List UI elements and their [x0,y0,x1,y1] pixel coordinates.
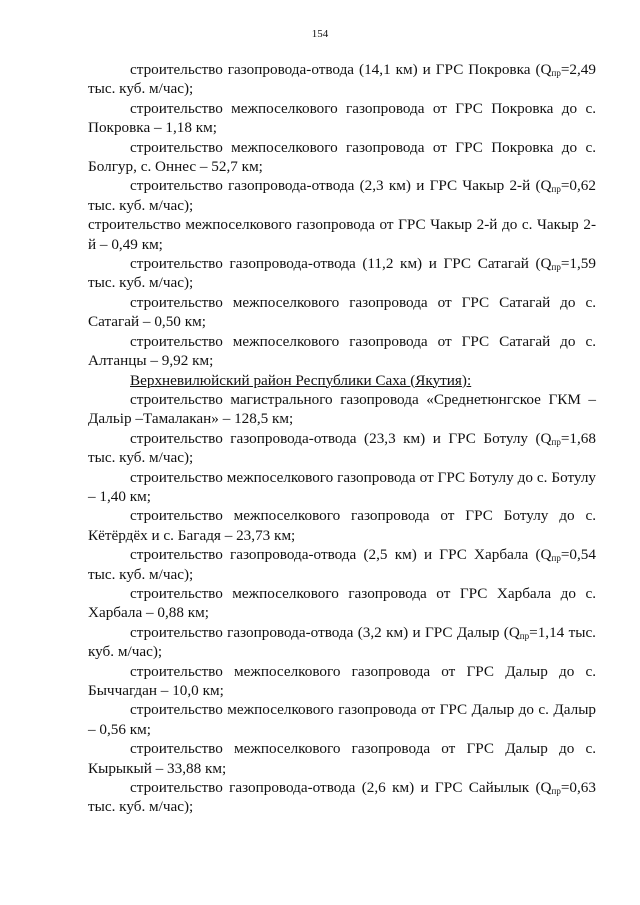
paragraph-gas-branch-kharbala: строительство газопровода-отвода (2,5 км) и ГРС Харбала ($Q_{пр}=0,54$ тыс. куб. м/час); [88,546,596,583]
paragraph-gas-branch-dalyr: строительство газопровода-отвода (3,2 км) и ГРС Далыр ($Q_{пр}=1,14$ тыс. куб. м/час); [88,623,596,661]
section-heading-verkhnevilyuisky: Верхневилюйский район Республики Саха (Якутия): [130,371,472,389]
page-number: 154 [311,28,329,40]
paragraph-main-pipeline-srednetyungskoe: строительство магистрального газопровода «Среднетюнгское ГКМ – Дальір –Тамалакан» – 128,5 км; [88,390,596,428]
paragraph-pipeline-bolgur-onnes: строительство межпоселкового газопровода от ГРС Покровка до с. Болгур, с. Оннес – 52,7 км; [88,138,596,176]
paragraph-pipeline-dalyr: строительство межпоселкового газопровода от ГРС Далыр до с. Далыр – 0,56 км; [88,701,596,738]
paragraph-pipeline-pokrovka: строительство межпоселкового газопровода от ГРС Покровка до с. Покровка – 1,18 км; [88,99,596,137]
paragraph-pipeline-satagai: строительство межпоселкового газопровода от ГРС Сатагай до с. Сатагай – 0,50 км; [88,293,596,331]
paragraph-pipeline-botulu: строительство межпоселкового газопровода от ГРС Ботулу до с. Ботулу – 1,40 км; [88,468,596,505]
paragraph-pipeline-kyrykyi: строительство межпоселкового газопровода от ГРС Далыр до с. Кырыкый – 33,88 км; [88,740,596,777]
paragraph-gas-branch-satagai: строительство газопровода-отвода (11,2 км) и ГРС Сатагай ($Q_{пр}=1,59$ тыс. куб. м/час); [88,255,596,292]
document-body [88,60,596,817]
paragraph-pipeline-bychchagdan: строительство межпоселкового газопровода от ГРС Далыр до с. Быччагдан – 10,0 км; [88,662,596,699]
paragraph-pipeline-chakyr: строительство межпоселкового газопровода от ГРС Чакыр 2-й до с. Чакыр 2-й – 0,49 км; [88,216,596,253]
paragraph-gas-branch-botulu: строительство газопровода-отвода (23,3 км) и ГРС Ботулу ($Q_{пр}=1,68$ тыс. куб. м/час); [88,429,596,467]
paragraph-pipeline-ketyordyokh-bagadya: строительство межпоселкового газопровода от ГРС Ботулу до с. Кётёрдёх и с. Багадя – 23,73 км; [88,507,596,544]
paragraph-gas-branch-saiylyk: строительство газопровода-отвода (2,6 км) и ГРС Сайылык ($Q_{пр}=0,63$ тыс. куб. м/час); [88,779,596,816]
paragraph-pipeline-kharbala: строительство межпоселкового газопровода от ГРС Харбала до с. Харбала – 0,88 км; [88,584,596,622]
paragraph-gas-branch-pokrovka: строительство газопровода-отвода (14,1 км) и ГРС Покровка ($Q_{пр}=2,49$ тыс. куб. м/час); [88,61,596,98]
paragraph-gas-branch-chakyr: строительство газопровода-отвода (2,3 км) и ГРС Чакыр 2-й ($Q_{пр}=0,62$ тыс. куб. м/час); [88,177,596,214]
paragraph-pipeline-altantsy: строительство межпоселкового газопровода от ГРС Сатагай до с. Алтанцы – 9,92 км; [88,332,596,370]
